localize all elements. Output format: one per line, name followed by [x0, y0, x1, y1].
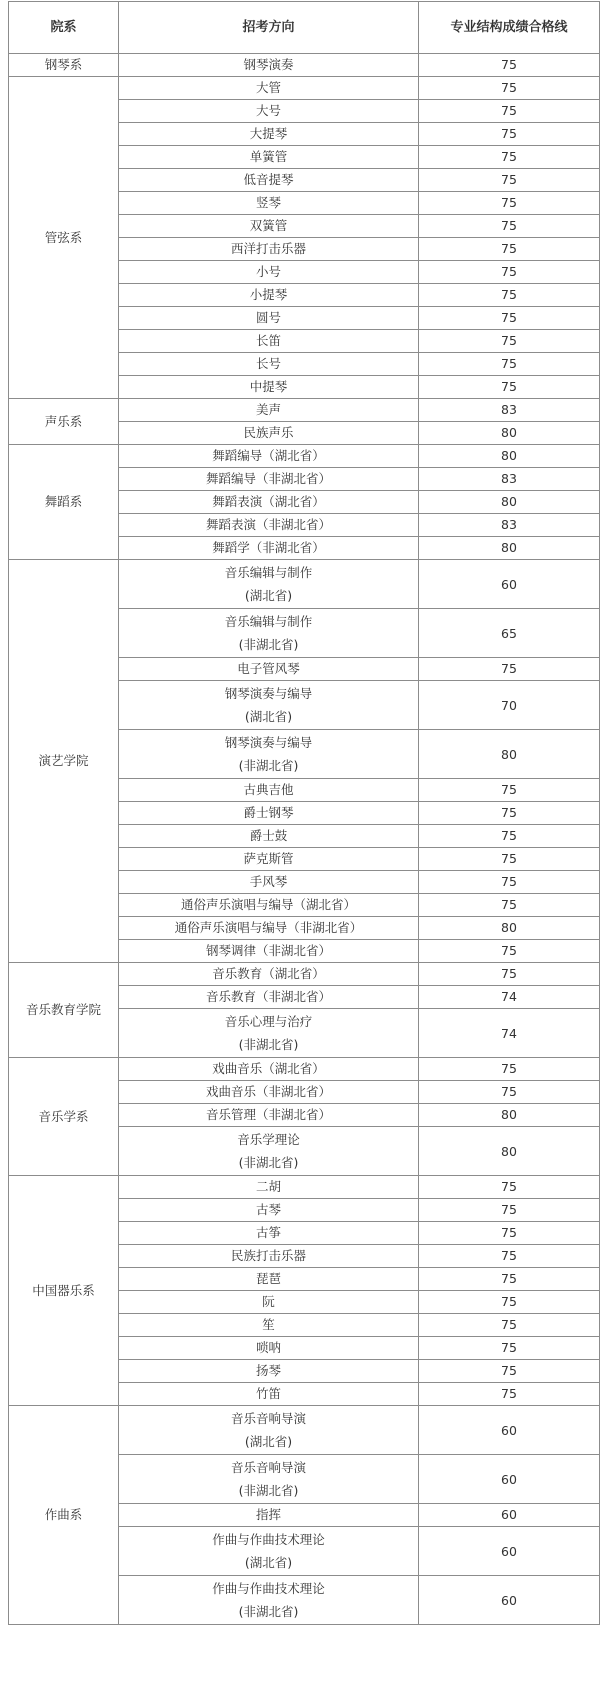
direction-text: 大管 — [255, 80, 281, 95]
department-cell: 作曲系 — [9, 1406, 119, 1625]
direction-cell — [119, 537, 419, 560]
direction-text: 长号 — [255, 356, 281, 371]
direction-text: 音乐教育（非湖北省） — [205, 989, 331, 1004]
table-row — [9, 1406, 600, 1455]
direction-cell — [119, 848, 419, 871]
table-row — [9, 445, 600, 468]
direction-text: 古筝 — [255, 1225, 281, 1240]
direction-text: 小提琴 — [249, 287, 288, 302]
score-cell: 75 — [419, 658, 600, 681]
department-cell: 音乐学系 — [9, 1058, 119, 1176]
direction-text: 笙 — [262, 1317, 275, 1332]
department-cell: 中国器乐系 — [9, 1176, 119, 1406]
direction-cell — [119, 1176, 419, 1199]
department-cell: 音乐教育学院 — [9, 963, 119, 1058]
table-row — [9, 399, 600, 422]
direction-text: 作曲与作曲技术理论 — [212, 1581, 325, 1596]
direction-region-text: (非湖北省) — [238, 758, 299, 773]
score-cell: 80 — [419, 730, 600, 779]
direction-text: 琵琶 — [255, 1271, 281, 1286]
direction-cell — [119, 100, 419, 123]
department-cell: 演艺学院 — [9, 560, 119, 963]
direction-text: 单簧管 — [249, 149, 288, 164]
direction-text: 竖琴 — [255, 195, 281, 210]
direction-cell — [119, 986, 419, 1009]
direction-text: 音乐音响导演 — [230, 1460, 306, 1475]
direction-text: 电子管风琴 — [237, 661, 300, 676]
direction-text: 美声 — [255, 402, 281, 417]
direction-cell — [119, 192, 419, 215]
direction-cell — [119, 399, 419, 422]
score-cell: 75 — [419, 1314, 600, 1337]
direction-cell — [119, 1406, 419, 1455]
direction-cell — [119, 169, 419, 192]
direction-cell — [119, 445, 419, 468]
score-cell: 60 — [419, 1455, 600, 1504]
score-cell: 75 — [419, 330, 600, 353]
direction-text: 长笛 — [255, 333, 281, 348]
score-cell: 75 — [419, 1176, 600, 1199]
score-cell: 75 — [419, 353, 600, 376]
direction-region-text: (非湖北省) — [238, 1604, 299, 1619]
score-cell: 74 — [419, 1009, 600, 1058]
direction-text: 唢呐 — [255, 1340, 281, 1355]
direction-text: 音乐编辑与制作 — [224, 565, 313, 580]
direction-cell — [119, 917, 419, 940]
score-cell: 80 — [419, 917, 600, 940]
direction-cell — [119, 1314, 419, 1337]
direction-text: 爵士钢琴 — [243, 805, 294, 820]
direction-text: 音乐教育（湖北省） — [212, 966, 325, 981]
direction-region-text: (湖北省) — [244, 709, 293, 724]
score-cell: 80 — [419, 1127, 600, 1176]
direction-text: 钢琴演奏 — [243, 57, 294, 72]
score-cell: 75 — [419, 1268, 600, 1291]
score-cell: 75 — [419, 1081, 600, 1104]
direction-text: 圆号 — [255, 310, 281, 325]
direction-text: 舞蹈表演（非湖北省） — [205, 517, 331, 532]
score-cell: 75 — [419, 940, 600, 963]
direction-cell — [119, 77, 419, 100]
table-row — [9, 1058, 600, 1081]
direction-cell — [119, 1222, 419, 1245]
score-cell: 75 — [419, 261, 600, 284]
direction-cell — [119, 1268, 419, 1291]
direction-region-text: (湖北省) — [244, 588, 293, 603]
score-cell: 75 — [419, 77, 600, 100]
direction-text: 古琴 — [255, 1202, 281, 1217]
score-cell: 75 — [419, 1383, 600, 1406]
direction-cell — [119, 1127, 419, 1176]
direction-region-text: (非湖北省) — [238, 637, 299, 652]
direction-cell — [119, 1081, 419, 1104]
direction-text: 民族打击乐器 — [230, 1248, 306, 1263]
direction-cell — [119, 307, 419, 330]
score-cell: 75 — [419, 169, 600, 192]
score-cell: 75 — [419, 963, 600, 986]
header-row — [9, 2, 600, 54]
direction-cell — [119, 1576, 419, 1625]
direction-cell — [119, 468, 419, 491]
score-cell: 70 — [419, 681, 600, 730]
direction-cell — [119, 1337, 419, 1360]
header-direction: 招考方向 — [119, 2, 419, 54]
direction-cell — [119, 894, 419, 917]
score-cell: 80 — [419, 422, 600, 445]
direction-cell — [119, 871, 419, 894]
score-cell: 75 — [419, 1245, 600, 1268]
score-cell: 74 — [419, 986, 600, 1009]
direction-text: 通俗声乐演唱与编导（湖北省） — [180, 897, 356, 912]
score-cell: 65 — [419, 609, 600, 658]
direction-text: 音乐音响导演 — [230, 1411, 306, 1426]
direction-text: 通俗声乐演唱与编导（非湖北省） — [174, 920, 363, 935]
table-row — [9, 54, 600, 77]
score-cell: 60 — [419, 1527, 600, 1576]
score-cell: 75 — [419, 825, 600, 848]
score-cell: 80 — [419, 1104, 600, 1127]
score-cell: 75 — [419, 779, 600, 802]
score-cell: 75 — [419, 54, 600, 77]
table-row — [9, 963, 600, 986]
score-cell: 75 — [419, 1222, 600, 1245]
direction-text: 双簧管 — [249, 218, 288, 233]
score-cell: 75 — [419, 307, 600, 330]
score-cell: 75 — [419, 1058, 600, 1081]
direction-cell — [119, 54, 419, 77]
direction-cell — [119, 1245, 419, 1268]
direction-text: 手风琴 — [249, 874, 288, 889]
direction-cell — [119, 1291, 419, 1314]
direction-cell — [119, 1455, 419, 1504]
direction-text: 大号 — [255, 103, 281, 118]
table-row — [9, 1176, 600, 1199]
score-cell: 75 — [419, 1199, 600, 1222]
direction-text: 爵士鼓 — [249, 828, 288, 843]
department-cell: 管弦系 — [9, 77, 119, 399]
direction-text: 古典吉他 — [243, 782, 294, 797]
direction-text: 音乐编辑与制作 — [224, 614, 313, 629]
score-cell: 60 — [419, 1504, 600, 1527]
direction-cell — [119, 825, 419, 848]
department-cell: 舞蹈系 — [9, 445, 119, 560]
direction-cell — [119, 1527, 419, 1576]
direction-cell — [119, 560, 419, 609]
score-cell: 75 — [419, 848, 600, 871]
score-cell: 75 — [419, 871, 600, 894]
direction-text: 竹笛 — [255, 1386, 281, 1401]
direction-cell — [119, 1104, 419, 1127]
score-cell: 75 — [419, 100, 600, 123]
direction-cell — [119, 779, 419, 802]
score-cell: 75 — [419, 1337, 600, 1360]
direction-text: 阮 — [262, 1294, 275, 1309]
direction-cell — [119, 422, 419, 445]
score-cell: 75 — [419, 894, 600, 917]
direction-text: 钢琴演奏与编导 — [224, 735, 313, 750]
score-table — [8, 1, 600, 1625]
direction-text: 西洋打击乐器 — [230, 241, 306, 256]
score-cell: 60 — [419, 560, 600, 609]
direction-text: 二胡 — [255, 1179, 281, 1194]
direction-text: 音乐管理（非湖北省） — [205, 1107, 331, 1122]
direction-cell — [119, 215, 419, 238]
direction-cell — [119, 238, 419, 261]
direction-region-text: (湖北省) — [244, 1555, 293, 1570]
direction-text: 舞蹈编导（湖北省） — [212, 448, 325, 463]
direction-cell — [119, 1199, 419, 1222]
direction-cell — [119, 284, 419, 307]
department-cell: 钢琴系 — [9, 54, 119, 77]
score-cell: 75 — [419, 192, 600, 215]
score-cell: 83 — [419, 514, 600, 537]
direction-cell — [119, 963, 419, 986]
direction-text: 舞蹈编导（非湖北省） — [205, 471, 331, 486]
direction-text: 小号 — [255, 264, 281, 279]
score-cell: 75 — [419, 284, 600, 307]
score-cell: 80 — [419, 491, 600, 514]
direction-region-text: (非湖北省) — [238, 1483, 299, 1498]
score-cell: 75 — [419, 215, 600, 238]
score-cell: 75 — [419, 123, 600, 146]
direction-text: 音乐心理与治疗 — [224, 1014, 313, 1029]
direction-text: 舞蹈表演（湖北省） — [212, 494, 325, 509]
direction-text: 音乐学理论 — [237, 1132, 300, 1147]
direction-text: 扬琴 — [255, 1363, 281, 1378]
direction-cell — [119, 123, 419, 146]
score-cell: 75 — [419, 238, 600, 261]
direction-text: 戏曲音乐（湖北省） — [212, 1061, 325, 1076]
table-row — [9, 560, 600, 609]
direction-text: 中提琴 — [249, 379, 288, 394]
direction-cell — [119, 609, 419, 658]
direction-cell — [119, 681, 419, 730]
header-department: 院系 — [9, 2, 119, 54]
direction-cell — [119, 491, 419, 514]
score-cell: 75 — [419, 1360, 600, 1383]
direction-text: 舞蹈学（非湖北省） — [212, 540, 325, 555]
score-cell: 80 — [419, 537, 600, 560]
score-cell: 60 — [419, 1406, 600, 1455]
table-row — [9, 77, 600, 100]
direction-cell — [119, 1383, 419, 1406]
direction-cell — [119, 1009, 419, 1058]
direction-cell — [119, 146, 419, 169]
direction-cell — [119, 940, 419, 963]
direction-region-text: (非湖北省) — [238, 1155, 299, 1170]
score-cell: 75 — [419, 146, 600, 169]
direction-text: 作曲与作曲技术理论 — [212, 1532, 325, 1547]
direction-cell — [119, 1360, 419, 1383]
direction-cell — [119, 1504, 419, 1527]
direction-cell — [119, 1058, 419, 1081]
direction-cell — [119, 353, 419, 376]
direction-cell — [119, 802, 419, 825]
direction-cell — [119, 730, 419, 779]
score-cell: 75 — [419, 802, 600, 825]
score-cell: 60 — [419, 1576, 600, 1625]
direction-cell — [119, 330, 419, 353]
direction-cell — [119, 376, 419, 399]
direction-text: 民族声乐 — [243, 425, 294, 440]
direction-text: 钢琴演奏与编导 — [224, 686, 313, 701]
direction-text: 钢琴调律（非湖北省） — [205, 943, 331, 958]
header-score: 专业结构成绩合格线 — [419, 2, 600, 54]
direction-region-text: (湖北省) — [244, 1434, 293, 1449]
score-cell: 80 — [419, 445, 600, 468]
score-cell: 83 — [419, 468, 600, 491]
score-cell: 75 — [419, 376, 600, 399]
direction-text: 大提琴 — [249, 126, 288, 141]
direction-region-text: (非湖北省) — [238, 1037, 299, 1052]
direction-text: 指挥 — [255, 1507, 281, 1522]
direction-text: 戏曲音乐（非湖北省） — [205, 1084, 331, 1099]
direction-text: 低音提琴 — [243, 172, 294, 187]
direction-cell — [119, 658, 419, 681]
score-cell: 75 — [419, 1291, 600, 1314]
direction-text: 萨克斯管 — [243, 851, 294, 866]
direction-cell — [119, 514, 419, 537]
table-body — [9, 54, 600, 1625]
score-cell: 83 — [419, 399, 600, 422]
direction-cell — [119, 261, 419, 284]
department-cell: 声乐系 — [9, 399, 119, 445]
